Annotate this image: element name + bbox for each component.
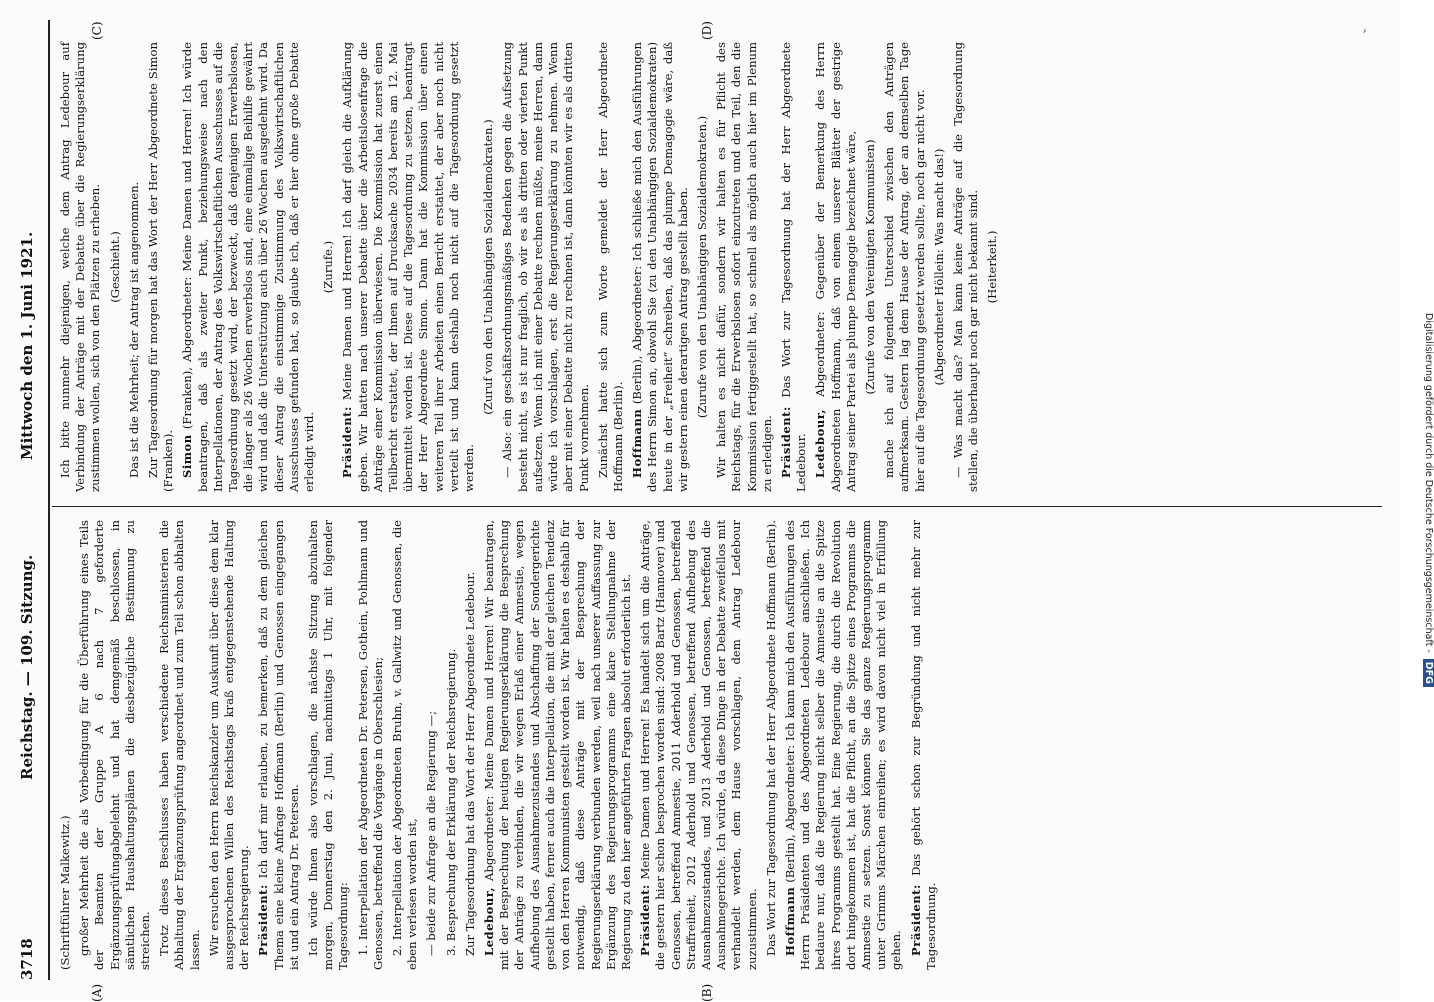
- margin-mark-b: (B): [700, 983, 714, 1002]
- speech-text: Das Wort zur Tagesordnung hat der Herr Abgeordnete Ledebour.: [778, 42, 809, 492]
- speaker-name: Ledebour,: [482, 886, 497, 956]
- text-paragraph: Das Wort zur Tagesordnung hat der Herr Abgeordnete Hoffmann (Berlin).: [763, 520, 778, 956]
- speech-text: Abgeordneter: Gegenüber der Bemerkung des Herrn Abgeordneten Hoffmann, daß von einem unserer Blätter der gestrige Antrag seiner Partei als plumpe Demagogie bezeichnet wäre,: [813, 42, 858, 492]
- corner-mark: ʼ: [1362, 28, 1367, 44]
- text-paragraph: 3. Besprechung der Erklärung der Reichsregierung.: [443, 648, 458, 956]
- text-paragraph: Trotz dieses Beschlusses haben verschiedene Reichsministerien die Abhaltung der Ergänzungsprüfung angeordnet und zum Teil schon abhalten lassen.: [157, 520, 202, 970]
- interjection: (Abgeordneter Höllein: Was macht das!): [931, 148, 946, 386]
- speech-paragraph: [909, 520, 939, 970]
- interjection: (Heiterkeit.): [985, 230, 1000, 304]
- interjection: (Zurufe.): [321, 240, 336, 294]
- margin-mark-a: (A): [90, 983, 104, 1002]
- text-paragraph: Ich bitte nunmehr diejenigen, welche dem Antrag Ledebour auf Verbindung der Anträge mit der Debatte über die Regierungserklärung zustimmen wollen, sich von den Plätzen zu erheben.: [58, 42, 103, 492]
- text-paragraph: Das ist die Mehrheit; der Antrag ist angenommen.: [126, 181, 141, 478]
- speaker-name: Präsident:: [778, 406, 793, 478]
- interjection: (Zurufe von den Unabhängigen Sozialdemokraten.): [694, 115, 709, 419]
- speech-text: (Franken), Abgeordneter: Meine Damen und Herren! Ich würde beantragen, daß als zweiter Punkt, beziehungsweise nach den Interpellationen, der Antrag des Volkswirtschaftlichen Ausschusses auf die Tagesordnung gesetzt wird, der bezweckt, daß denjenigen Erwerbslosen, die länger als 26 Wochen erwerbslos sind, eine einmalige Beihilfe gewährt wird und daß die Unterstützung auch über 26 Wochen ausgedehnt wird. Da dieser Antrag die einstimmige Zustimmung des Volkswirtschaftlichen Ausschusses gefunden hat, so glaube ich, daß er hier ohne große Debatte erledigt wird.: [180, 42, 317, 492]
- speaker-name: Präsident:: [256, 884, 271, 956]
- speech-paragraph: [340, 42, 477, 492]
- text-paragraph: Wir halten es nicht dafür, sondern wir halten es für Pflicht des Reichstags, für die Erwerbslosen sofort einzutreten und den Teil, den die Kommission fertiggestellt hat, so schnell als möglich auch hier im Plenum zu erledigen.: [714, 42, 774, 492]
- speech-text: Ich darf mir erlauben, zu bemerken, daß zu dem gleichen Thema eine kleine Anfrage Hoffmann (Berlin) und Genossen eingegangen ist und ein Antrag Dr. Petersen.: [256, 520, 301, 970]
- speaker-name: Simon: [180, 434, 195, 478]
- text-paragraph: 1. Interpellation der Abgeordneten Dr. Petersen, Gothein, Pohlmann und Genossen, betreffend die Vorgänge in Oberschlesien;: [355, 520, 385, 970]
- text-paragraph: 2. Interpellation der Abgeordneten Bruhn, v. Gallwitz und Genossen, die eben verlesen worden ist,: [390, 520, 420, 970]
- speech-text: (Berlin), Abgeordneter: Ich schließe mich den Ausführungen des Herrn Simon an, obwohl Sie (zu den Unabhängigen Sozialdemokraten) heute in der „Freiheit“ schreiben, daß das plumpe Demagogie wäre, daß wir gestern einen derartigen Antrag gestellt haben.: [630, 42, 690, 492]
- text-paragraph: großer Mehrheit die als Vorbedingung für die Überführung eines Teils der Beamten der Gruppe A 6 nach 7 geforderte Ergänzungsprüfungabgelehnt und hat demgemäß beschlossen, in sämtlichen Haushaltungsplänen die diesbezügliche Bestimmung zu streichen.: [77, 520, 153, 970]
- dfg-logo: DFG: [1423, 659, 1434, 687]
- header-left-title: Reichstag. — 109. Sitzung.: [18, 554, 36, 780]
- speech-paragraph: [779, 42, 809, 492]
- page-number: 3718: [18, 938, 36, 980]
- speaker-name: Hoffmann: [782, 886, 797, 956]
- speech-text: Meine Damen und Herren! Ich darf gleich die Aufklärung geben. Wir hatten nach unserer Debatte über die Arbeitslosenfrage die Anträge einer Kommission überwiesen. Die Kommission hat zuerst einen Teilbericht erstattet, der Ihnen auf Drucksache 2034 bereits am 12. Mai übermittelt worden ist. Diese auf die Tagesordnung zu setzen, beantragt der Herr Abgeordnete Simon. Dann hat die Kommission über einen weiteren Teil ihrer Arbeiten einen Bericht erstattet, der aber noch nicht verteilt ist und kann deshalb noch nicht auf die Tagesordnung gesetzt werden.: [340, 42, 477, 492]
- speech-text: (Berlin), Abgeordneter: Ich kann mich den Ausführungen des Herrn Präsidenten und des Abgeordneten Ledebour anschließen. Ich bedaure nur, daß die Regierung nicht selber die Amnestie an die Spitze ihres Programms gestellt hat. Eine Regierung, die durch die Revolution dort hingekommen ist, hat die Pflicht, an die Spitze eines Programms die Amnestie zu setzen. Sonst können Sie das ganze Regierungsprogramm unter Grimms Märchen einreihen; es wird davon nicht viel in Erfüllung gehen.: [782, 520, 904, 970]
- speech-text: Meine Damen und Herren! Es handelt sich um die Anträge, die gestern hier schon besprochen worden sind: 2008 Bartz (Hannover) und Genossen, betreffend Amnestie, 2011 Aderhold und Genossen, betreffend Straffreiheit, 2012 Aderhold und Genossen, betreffend Aufhebung des Ausnahmezustandes, und 2013 Aderhold und Genossen, betreffend die Ausnahmegerichte. Ich würde, da diese Dinge in der Debatte zweifellos mit verhandelt werden, dem Hause vorschlagen, dem Antrag Ledebour zuzustimmen.: [638, 520, 759, 970]
- speech-paragraph: [630, 42, 691, 492]
- speech-paragraph: [813, 42, 859, 492]
- column-divider: [52, 506, 1382, 507]
- interjection: (Zurufe von den Vereinigten Kommunisten): [862, 139, 877, 395]
- margin-mark-c: (C): [90, 21, 104, 40]
- speaker-name: Präsident:: [638, 884, 653, 956]
- text-paragraph: Zur Tagesordnung hat das Wort der Herr Abgeordnete Ledebour.: [462, 571, 477, 956]
- header-rule: [48, 20, 50, 980]
- text-paragraph: Zunächst hatte sich zum Worte gemeldet der Herr Abgeordnete Hoffmann (Berlin).: [595, 42, 625, 492]
- digitization-note: [1420, 20, 1434, 980]
- speech-paragraph: [783, 520, 905, 970]
- text-paragraph: mache ich auf folgenden Unterschied zwischen den Anträgen aufmerksam. Gestern lag dem Hause der Antrag, der an demselben Tage hier auf die Tagesordnung gesetzt werden sollte, noch gar nicht vor.: [882, 42, 927, 492]
- left-text-column: [58, 520, 1378, 970]
- page-header: [18, 20, 46, 980]
- speech-text: Abgeordneter: Meine Damen und Herren! Wir beantragen, mit der Besprechung der heutigen Regierungserklärung die Besprechung der Anträge zu verbinden, die wir wegen Erlaß einer Amnestie, wegen Aufhebung des Ausnahmezustandes und Abschaffung der Sondergerichte gestellt haben, ferner auch die Interpellation, die mit der gleichen Tendenz von den Herren Kommunisten gestellt worden ist. Wir halten es deshalb für notwendig, daß diese Anträge mit der Besprechung der Regierungserklärung verbunden werden, weil nach unserer Auffassung zur Ergänzung des Regierungsprogramms eine klare Stellungnahme der Regierung zu den hier angeführten Fragen absolut erforderlich ist.: [482, 520, 633, 970]
- text-paragraph: Ich würde Ihnen also vorschlagen, die nächste Sitzung abzuhalten morgen, Donnerstag den 2. Juni, nachmittags 1 Uhr, mit folgender Tagesordnung:: [306, 520, 351, 970]
- speech-paragraph: [638, 520, 760, 970]
- text-paragraph: — Also: ein geschäftsordnungsmäßiges Bedenken gegen die Aufsetzung besteht nicht, es ist nur fraglich, ob wir es als dritten oder vierten Punkt aufsetzen. Wenn ich mit einer Debatte rechnen müßte, meine Herren, dann würde ich vorschlagen, erst die Regierungserklärung zu nehmen. Wenn aber mit einer Debatte nicht zu rechnen ist, dann könnten wir es als dritten Punkt vornehmen.: [500, 42, 591, 492]
- text-paragraph: — beide zur Anfrage an die Regierung —;: [424, 711, 439, 956]
- speaker-name: Präsident:: [340, 406, 355, 478]
- interjection: (Geschieht.): [107, 231, 122, 303]
- speech-text: Das gehört schon zur Begründung und nicht mehr zur Tagesordnung.: [908, 520, 938, 970]
- text-paragraph: Wir ersuchen den Herrn Reichskanzler um Auskunft über diese dem klar ausgesprochenen Willen des Reichstags kraß entgegenstehende Haltung der Reichsregierung.: [206, 520, 252, 970]
- text-paragraph: — Was macht das? Man kann keine Anträge auf die Tagesordnung stellen, die überhaupt noch gar nicht bekannt sind.: [950, 42, 981, 492]
- right-text-column: [58, 42, 1378, 492]
- speaker-name: Ledebour,: [813, 408, 828, 478]
- margin-mark-d: (D): [700, 21, 714, 40]
- speaker-name: Präsident:: [908, 884, 923, 956]
- text-paragraph: Zur Tagesordnung für morgen hat das Wort der Herr Abgeordnete Simon (Franken).: [146, 42, 176, 492]
- speech-paragraph: [482, 520, 634, 970]
- digitization-text: Digitalisierung gefördert durch die Deutsche Forschungsgemeinschaft -: [1423, 313, 1434, 653]
- speech-paragraph: [180, 42, 317, 492]
- speech-paragraph: [256, 520, 302, 970]
- header-right-title: Mittwoch den 1. Juni 1921.: [18, 231, 36, 460]
- speaker-name: Hoffmann: [630, 408, 645, 478]
- section-note: (Schriftführer Malkewitz.): [58, 815, 72, 970]
- interjection: (Zuruf von den Unabhängigen Sozialdemokraten.): [481, 119, 496, 415]
